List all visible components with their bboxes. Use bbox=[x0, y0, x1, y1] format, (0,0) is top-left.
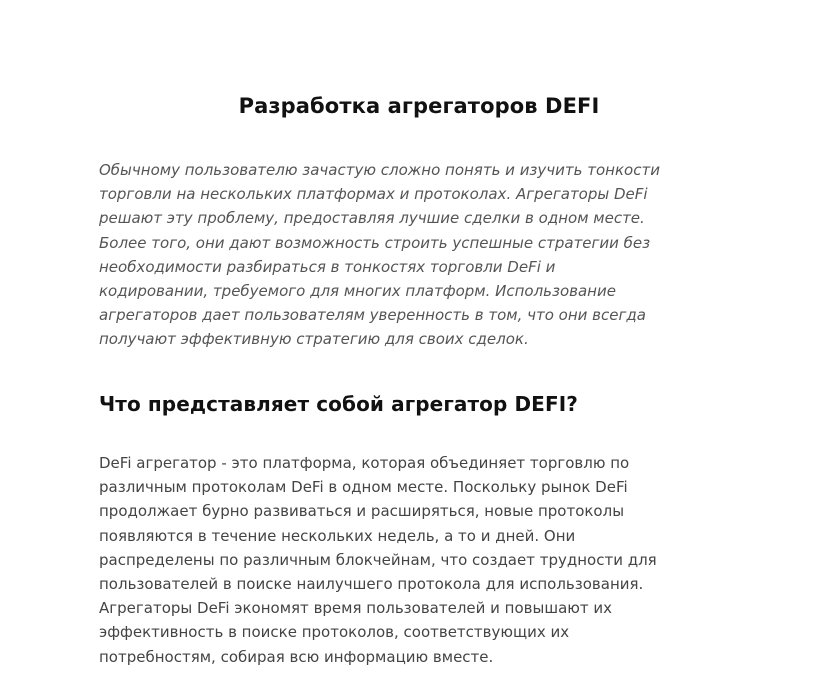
section-heading: Что представляет собой агрегатор DEFI? bbox=[99, 392, 578, 416]
section-paragraph bbox=[99, 451, 739, 669]
section-line: пользователей в поиске наилучшего протокола для использования. bbox=[99, 575, 644, 594]
section-line: различным протоколам DeFi в одном месте. Поскольку рынок DeFi bbox=[99, 478, 628, 497]
intro-line: агрегаторов дает пользователям уверенность в том, что они всегда bbox=[99, 306, 646, 325]
section-line: появляются в течение нескольких недель, а то и дней. Они bbox=[99, 526, 576, 545]
intro-line: необходимости разбираться в тонкостях торговли DeFi и bbox=[99, 257, 556, 276]
intro-paragraph bbox=[99, 158, 739, 352]
section-line: потребностям, собирая всю информацию вместе. bbox=[99, 647, 494, 666]
intro-line: кодировании, требуемого для многих платформ. Использование bbox=[99, 282, 616, 301]
intro-line: получают эффективную стратегию для своих сделок. bbox=[99, 330, 529, 349]
section-line: Агрегаторы DeFi экономят время пользователей и повышают их bbox=[99, 599, 613, 618]
intro-line: Более того, они дают возможность строить успешные стратегии без bbox=[99, 233, 651, 252]
section-line: продолжает бурно развиваться и расширяться, новые протоколы bbox=[99, 502, 625, 521]
section-line: эффективность в поиске протоколов, соответствующих их bbox=[99, 623, 570, 642]
intro-line: Обычному пользователю зачастую сложно понять и изучить тонкости bbox=[99, 161, 660, 179]
intro-line: торговли на нескольких платформах и протоколах. Агрегаторы DeFi bbox=[99, 185, 648, 204]
section-line: распределены по различным блокчейнам, что создает трудности для bbox=[99, 550, 657, 569]
section-line: DeFi агрегатор - это платформа, которая объединяет торговлю по bbox=[99, 454, 630, 472]
page-title: Разработка агрегаторов DEFI bbox=[238, 94, 600, 118]
intro-line: решают эту проблему, предоставляя лучшие сделки в одном месте. bbox=[99, 209, 645, 228]
